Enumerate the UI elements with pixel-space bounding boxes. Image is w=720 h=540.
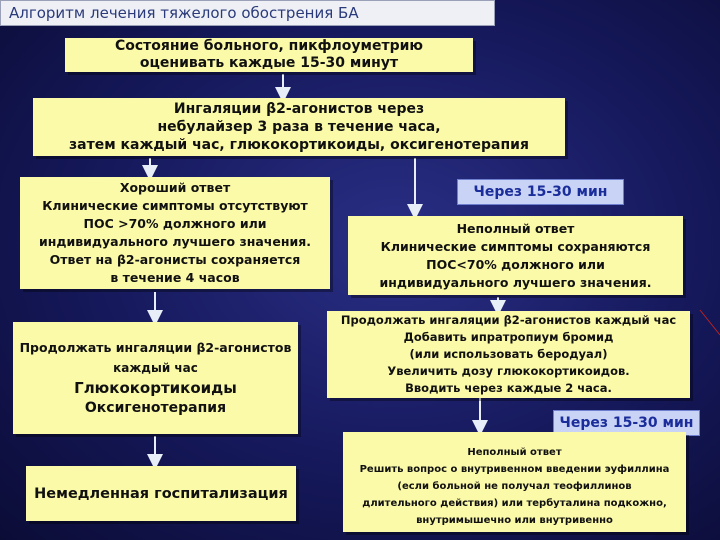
continue-right-line-2: Добавить ипратропиум бромид — [403, 330, 614, 344]
interval-tag-2: Через 15-30 мин — [553, 410, 700, 436]
assess-line-2: оценивать каждые 15-30 минут — [139, 55, 399, 71]
good-line-3: ПОС >70% должного или — [83, 216, 267, 231]
partial2-line-2: Решить вопрос о внутривенном введении эуфиллина — [359, 464, 670, 475]
partial2-line-4: длительного действия) или тербуталина подкожно, — [362, 498, 667, 509]
continue-right-line-5: Вводить через каждые 2 часа. — [405, 381, 612, 395]
inhalation-line-2: небулайзер 3 раза в течение часа, — [157, 119, 441, 135]
continue-right-line-1: Продолжать ингаляции β2-агонистов каждый час — [340, 313, 677, 327]
partial-line-2: Клинические симптомы сохраняются — [380, 238, 651, 254]
partial-line-1: Неполный ответ — [456, 220, 575, 236]
partial2-line-3: (если больной не получал теофиллинов — [397, 481, 632, 492]
inhalation-line-3: затем каждый час, глюкокортикоиды, оксигенотерапия — [69, 137, 529, 153]
continue-right-box — [327, 311, 690, 398]
hospitalization-label: Немедленная госпитализация — [34, 485, 288, 502]
partial-line-4: индивидуального лучшего значения. — [379, 274, 652, 290]
continue-right-line-4: Увеличить дозу глюкокортикоидов. — [387, 364, 630, 378]
decor-line — [700, 310, 720, 335]
partial-response-2-box — [343, 432, 686, 532]
partial-response-box — [348, 216, 683, 295]
good-line-1: Хороший ответ — [119, 180, 231, 195]
partial-line-3: ПОС<70% должного или — [426, 256, 605, 272]
interval-tag-1: Через 15-30 мин — [457, 179, 624, 205]
slide-title: Алгоритм лечения тяжелого обострения БА — [0, 0, 495, 26]
partial2-line-5: внутримышечно или внутривенно — [416, 515, 613, 526]
good-line-2: Клинические симптомы отсутствуют — [42, 198, 308, 213]
partial2-line-1: Неполный ответ — [467, 447, 562, 458]
inhalation-box — [33, 98, 565, 156]
continue-left-line-1: Продолжать ингаляции β2-агонистов — [19, 340, 292, 355]
good-line-6: в течение 4 часов — [110, 270, 240, 285]
assess-box — [65, 38, 473, 72]
good-line-5: Ответ на β2-агонисты сохраняется — [49, 252, 301, 267]
inhalation-line-1: Ингаляции β2-агонистов через — [173, 101, 425, 117]
continue-left-line-4: Оксигенотерапия — [84, 400, 227, 416]
continue-left-box — [13, 322, 298, 434]
continue-left-line-2: каждый час — [113, 361, 198, 375]
continue-right-line-3: (или использовать беродуал) — [409, 347, 608, 361]
good-response-box — [20, 177, 330, 289]
assess-line-1: Состояние больного, пикфлоуметрию — [114, 38, 424, 54]
hospitalization-box — [26, 466, 296, 521]
good-line-4: индивидуального лучшего значения. — [38, 234, 312, 249]
continue-left-line-3: Глюкокортикоиды — [74, 379, 237, 397]
